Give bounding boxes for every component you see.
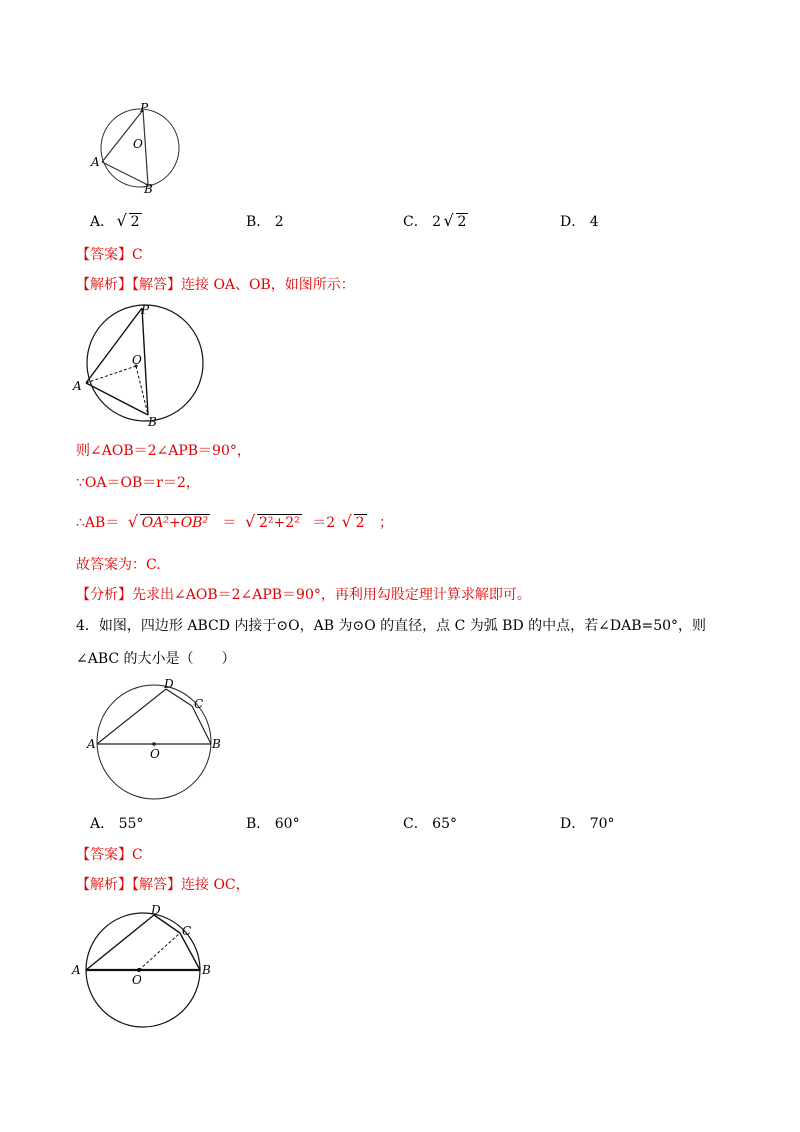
chord-ad — [97, 689, 166, 744]
q4-analysis-line: 【解析】【解答】连接 OC， — [76, 877, 250, 893]
q4-option-d[interactable] — [560, 815, 615, 833]
q4-option-c[interactable] — [403, 815, 457, 833]
option-letter: A． — [90, 214, 115, 230]
option-prefix: 2 — [432, 214, 446, 230]
option-value: 60° — [274, 816, 300, 832]
q3-step-1: 则∠AOB＝2∠APB＝90°， — [76, 443, 251, 459]
segment-oc — [139, 933, 180, 970]
q4-option-a[interactable] — [90, 815, 143, 833]
q3-analysis-line: 【解析】【解答】连接 OA、OB，如图所示： — [76, 277, 355, 293]
answer-value: C — [132, 247, 143, 263]
label-a: A — [91, 155, 100, 169]
label-b: B — [148, 415, 157, 429]
option-letter: A． — [90, 816, 115, 832]
option-value: 2 — [274, 214, 284, 230]
q3-conclusion: 故答案为：C. — [76, 557, 161, 573]
option-value: 4 — [589, 214, 599, 230]
label-c: C — [182, 924, 192, 938]
option-value: 2 — [457, 214, 467, 230]
q3-figure-2 — [70, 300, 210, 430]
q4-figure-1 — [84, 676, 224, 806]
equals-value: ＝2 — [312, 515, 336, 531]
radicand: 2 — [355, 515, 365, 531]
label-o: O — [150, 747, 160, 761]
option-letter: C． — [403, 214, 428, 230]
answer-tag: 【答案】 — [76, 247, 132, 263]
chord-pa — [86, 308, 142, 383]
center-point — [152, 742, 156, 746]
chord-dc — [166, 689, 192, 706]
option-letter: B． — [246, 816, 271, 832]
label-o: O — [133, 137, 143, 151]
q3-option-c[interactable] — [403, 213, 468, 231]
equals: ＝ — [222, 515, 237, 531]
q3-figure-1 — [88, 100, 188, 196]
label-p: P — [140, 101, 149, 115]
label-o: O — [132, 353, 142, 367]
label-a: A — [72, 963, 81, 977]
option-value: 2 — [130, 214, 140, 230]
sqrt-symbol — [119, 213, 142, 231]
q3-step-3 — [76, 514, 393, 532]
step3-prefix: ∴AB＝ — [76, 515, 120, 531]
label-b: B — [144, 182, 153, 196]
sqrt-symbol — [344, 514, 367, 532]
option-letter: C． — [403, 816, 428, 832]
q4-figure-2 — [68, 900, 218, 1030]
q4-answer — [76, 846, 143, 864]
chord-pa — [102, 110, 143, 162]
chord-pb — [142, 308, 148, 415]
label-a: A — [73, 379, 82, 393]
label-d: D — [151, 903, 161, 917]
chord-ab — [102, 162, 148, 185]
q3-option-b[interactable] — [246, 213, 284, 231]
option-value: 55° — [118, 816, 144, 832]
q3-option-a[interactable] — [90, 213, 142, 231]
option-letter: B． — [246, 214, 271, 230]
chord-ab — [86, 383, 148, 415]
q4-option-b[interactable] — [246, 815, 300, 833]
q3-option-d[interactable] — [560, 213, 599, 231]
option-value: 65° — [432, 816, 457, 832]
sqrt-symbol — [130, 514, 210, 532]
answer-value: C — [132, 847, 143, 863]
radicand: 2²+2² — [258, 515, 300, 531]
label-c: C — [194, 697, 204, 711]
segment-oa — [86, 366, 136, 383]
center-point — [137, 968, 141, 972]
label-p: P — [141, 303, 150, 317]
chord-ad — [86, 915, 154, 970]
q4-stem-line-1: 4．如图，四边形 ABCD 内接于⊙O，AB 为⊙O 的直径，点 C 为弧 BD 的中点，若∠DAB=50°，则 — [76, 618, 707, 634]
label-o: O — [132, 973, 142, 987]
option-value: 70° — [589, 816, 615, 832]
chord-pb — [143, 110, 148, 185]
sqrt-symbol — [446, 213, 469, 231]
q3-answer — [76, 246, 143, 264]
option-letter: D． — [560, 214, 586, 230]
label-d: D — [164, 677, 174, 691]
answer-tag: 【答案】 — [76, 847, 132, 863]
sqrt-symbol — [247, 514, 302, 532]
q3-fenxi: 【分析】先求出∠AOB＝2∠APB＝90°，再利用勾股定理计算求解即可。 — [76, 587, 531, 603]
label-b: B — [202, 963, 211, 977]
label-a: A — [87, 737, 96, 751]
q3-step-2: ∵OA＝OB＝r＝2， — [76, 475, 200, 491]
semicolon: ； — [378, 515, 393, 531]
radicand: OA²+OB² — [141, 515, 209, 531]
label-b: B — [212, 737, 221, 751]
q4-stem-line-2: ∠ABC 的大小是（ ） — [76, 651, 236, 667]
option-letter: D． — [560, 816, 586, 832]
